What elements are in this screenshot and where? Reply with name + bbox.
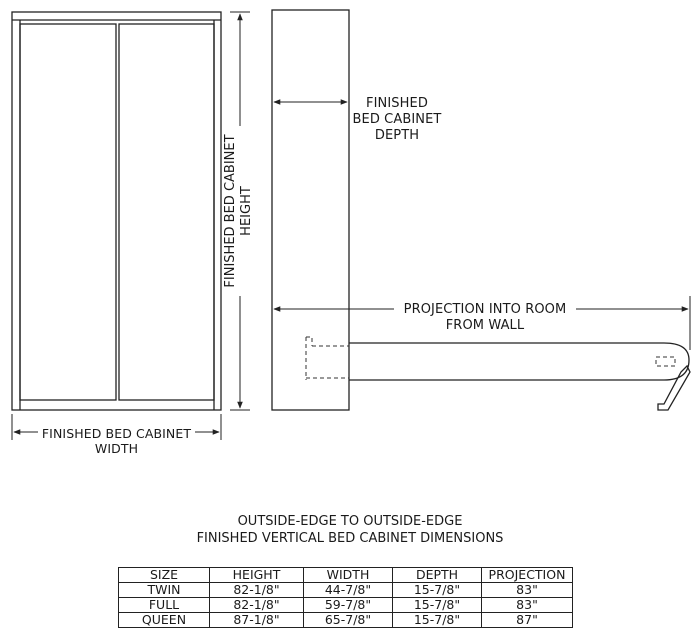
depth-label-line1: FINISHED <box>366 96 428 111</box>
cell-depth: 15-7/8" <box>393 583 482 598</box>
projection-label-line1: PROJECTION INTO ROOM <box>403 302 567 317</box>
header-width: WIDTH <box>304 568 393 583</box>
dimensions-table <box>118 567 573 628</box>
table-row <box>119 598 573 613</box>
height-label-line1: FINISHED BED CABINET <box>223 134 238 288</box>
width-label-line2: WIDTH <box>94 441 139 456</box>
cell-width: 44-7/8" <box>304 583 393 598</box>
cell-projection: 87" <box>482 613 573 628</box>
height-label <box>223 126 257 296</box>
table-caption <box>0 513 700 547</box>
cell-width: 65-7/8" <box>304 613 393 628</box>
width-label-line1: FINISHED BED CABINET <box>41 426 192 441</box>
cell-size: TWIN <box>119 583 210 598</box>
projection-label-line2: FROM WALL <box>445 318 525 333</box>
height-label-line2: HEIGHT <box>239 186 254 236</box>
cell-size: FULL <box>119 598 210 613</box>
cell-depth: 15-7/8" <box>393 613 482 628</box>
depth-label-line3: DEPTH <box>374 128 420 143</box>
caption-line1: OUTSIDE-EDGE TO OUTSIDE-EDGE <box>237 514 463 529</box>
width-label <box>38 426 195 456</box>
cabinet-front-view <box>12 12 221 410</box>
header-depth: DEPTH <box>393 568 482 583</box>
cell-projection: 83" <box>482 598 573 613</box>
caption-line2: FINISHED VERTICAL BED CABINET DIMENSIONS <box>196 531 504 546</box>
cabinet-side-view <box>272 10 349 410</box>
cabinet-right-panel <box>119 24 214 400</box>
header-height: HEIGHT <box>210 568 304 583</box>
table-row <box>119 583 573 598</box>
table-header-row <box>119 568 573 583</box>
bed-frame <box>349 343 689 380</box>
cell-width: 59-7/8" <box>304 598 393 613</box>
header-projection: PROJECTION <box>482 568 573 583</box>
cell-projection: 83" <box>482 583 573 598</box>
table-row <box>119 613 573 628</box>
depth-label-line2: BED CABINET <box>352 112 442 127</box>
cell-height: 87-1/8" <box>210 613 304 628</box>
cell-size: QUEEN <box>119 613 210 628</box>
projection-label <box>394 302 576 334</box>
cell-depth: 15-7/8" <box>393 598 482 613</box>
bed-platform <box>349 343 690 410</box>
cabinet-left-panel <box>20 24 116 400</box>
depth-label <box>347 96 447 144</box>
header-size: SIZE <box>119 568 210 583</box>
cell-height: 82-1/8" <box>210 598 304 613</box>
cabinet-side-body <box>272 10 349 410</box>
cell-height: 82-1/8" <box>210 583 304 598</box>
